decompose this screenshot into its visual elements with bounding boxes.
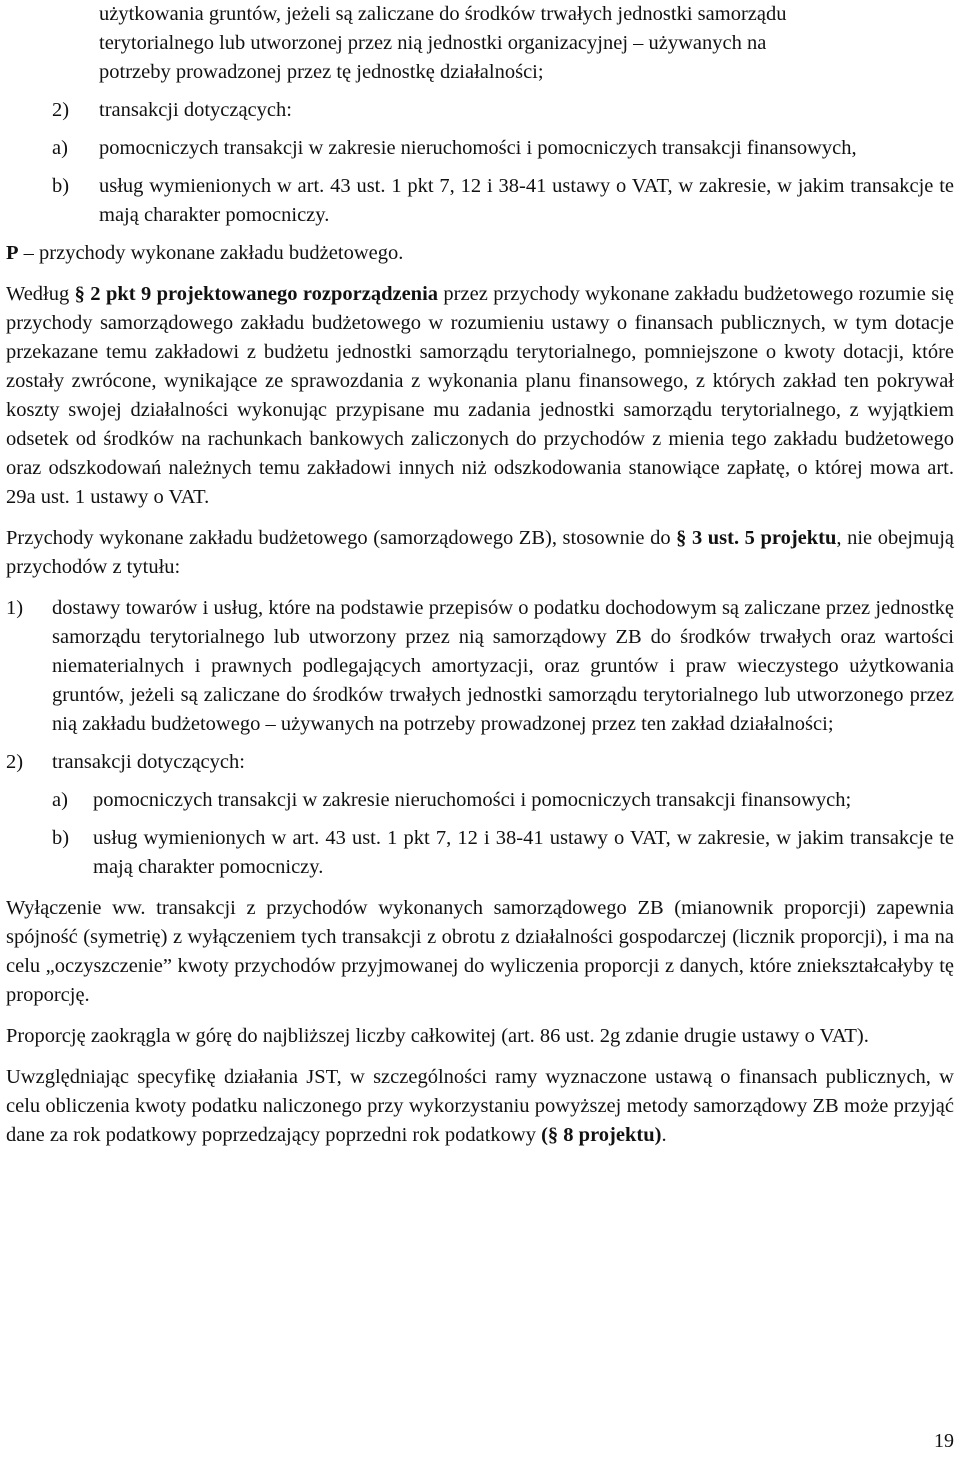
list-item-text: transakcji dotyczących: [99, 99, 292, 121]
paragraph-exclusions [6, 524, 954, 582]
definition-text: – przychody wykonane zakładu budżetowego. [23, 242, 404, 264]
sub-list-item [6, 824, 954, 882]
continuation-line: użytkowania gruntów, jeżeli są zaliczane do środków trwałych jednostki samorządu [99, 3, 787, 25]
sub-list-item [6, 172, 954, 230]
list-item-text: usług wymienionych w art. 43 ust. 1 pkt 7, 12 i 38-41 ustawy o VAT, w zakresie, w jakim transakcje te mają charakter pomocniczy. [99, 175, 954, 226]
list-item-text: pomocniczych transakcji w zakresie nieruchomości i pomocniczych transakcji finansowych; [93, 789, 852, 811]
list-item-text: dostawy towarów i usług, które na podstawie przepisów o podatku dochodowym są zaliczane przez jednostkę samorządu terytorialnego lub utworzony przez nią samorządowy ZB do środków trwałych oraz wartości niematerialnych i prawnych podlegających amortyzacji, oraz gruntów i praw wieczystego użytkowania gruntów, jeżeli są zaliczane do środków trwałych jednostki samorządu terytorialnego lub utworzonego przez nią zakładu budżetowego – używanych na potrzeby prowadzonej przez ten zakład działalności; [52, 597, 954, 735]
document-page [6, 0, 954, 1150]
list-marker: 1) [6, 597, 24, 619]
legal-reference: § 3 ust. 5 projektu [676, 527, 837, 549]
legal-reference: § 2 pkt 9 projektowanego rozporządzenia [74, 283, 439, 305]
paragraph-jst [6, 1063, 954, 1150]
list-item-text: pomocniczych transakcji w zakresie nieruchomości i pomocniczych transakcji finansowych, [99, 137, 857, 159]
list-marker: b) [52, 827, 70, 849]
list-marker: b) [52, 175, 70, 197]
list-item [6, 748, 954, 777]
list-marker: 2) [6, 751, 24, 773]
paragraph-definition [6, 280, 954, 512]
list-marker: a) [52, 137, 68, 159]
list-marker: 2) [52, 99, 70, 121]
paragraph-symmetry: Wyłączenie ww. transakcji z przychodów wykonanych samorządowego ZB (mianownik proporcji) zapewnia spójność (symetrię) z wyłączeniem tych transakcji z obrotu z działalności gospodarczej (licznik proporcji), i ma na celu „oczyszczenie” kwoty przychodów przyjmowanej do wyliczenia proporcji z danych, które zniekształcałyby tę proporcję. [6, 897, 954, 1006]
legal-reference: (§ 8 projektu) [541, 1124, 662, 1146]
text-run: . [661, 1124, 667, 1146]
list-item [6, 594, 954, 739]
continuation-line: potrzeby prowadzonej przez tę jednostkę działalności; [99, 61, 544, 83]
sub-list-item [6, 134, 954, 163]
list-marker: a) [52, 789, 68, 811]
page-number: 19 [934, 1430, 954, 1452]
text-run: Przychody wykonane zakładu budżetowego (samorządowego ZB), stosownie do [6, 527, 677, 549]
definition-line [6, 239, 954, 268]
list-item-text: usług wymienionych w art. 43 ust. 1 pkt 7, 12 i 38-41 ustawy o VAT, w zakresie, w jakim transakcje te mają charakter pomocniczy. [93, 827, 954, 878]
continuation-line: terytorialnego lub utworzonej przez nią jednostki organizacyjnej – używanych na [99, 32, 767, 54]
list-item [6, 96, 954, 125]
list-item-text: transakcji dotyczących: [52, 751, 245, 773]
text-run: , nie obejmują przychodów z tytułu: [6, 527, 954, 578]
text-run: Według [6, 283, 75, 305]
text-run: przez przychody wykonane zakładu budżetowego rozumie się przychody samorządowego zakładu budżetowego w rozumieniu ustawy o finansach publicznych, w tym dotacje przekazane temu zakładowi z budżetu jednostki samorządu terytorialnego, pomniejszone o kwoty dotacji, które zostały zwrócone, wynikające ze sprawozdania z wykonania planu finansowego, z których zakład ten pokrywał koszty swojej działalności wykonując przypisane mu zadania jednostki samorządu terytorialnego, z wyjątkiem odsetek od środków na rachunkach bankowych zaliczonych do przychodów z mienia tego zakładu budżetowego oraz odszkodowań należnych temu zakładowi innych niż odszkodowania stanowiące zapłatę, o której mowa art. 29a ust. 1 ustawy o VAT. [6, 283, 954, 508]
definition-symbol: P [6, 242, 19, 264]
text-run: Uwzględniając specyfikę działania JST, w szczególności ramy wyznaczone ustawą o finansach publicznych, w celu obliczenia kwoty podatku naliczonego przy wykorzystaniu powyższej metody samorządowy ZB może przyjąć dane za rok podatkowy poprzedzający poprzedni rok podatkowy [6, 1066, 954, 1146]
sub-list-item [6, 786, 954, 815]
paragraph-rounding: Proporcję zaokrągla w górę do najbliższej liczby całkowitej (art. 86 ust. 2g zdanie drugie ustawy o VAT). [6, 1025, 869, 1047]
